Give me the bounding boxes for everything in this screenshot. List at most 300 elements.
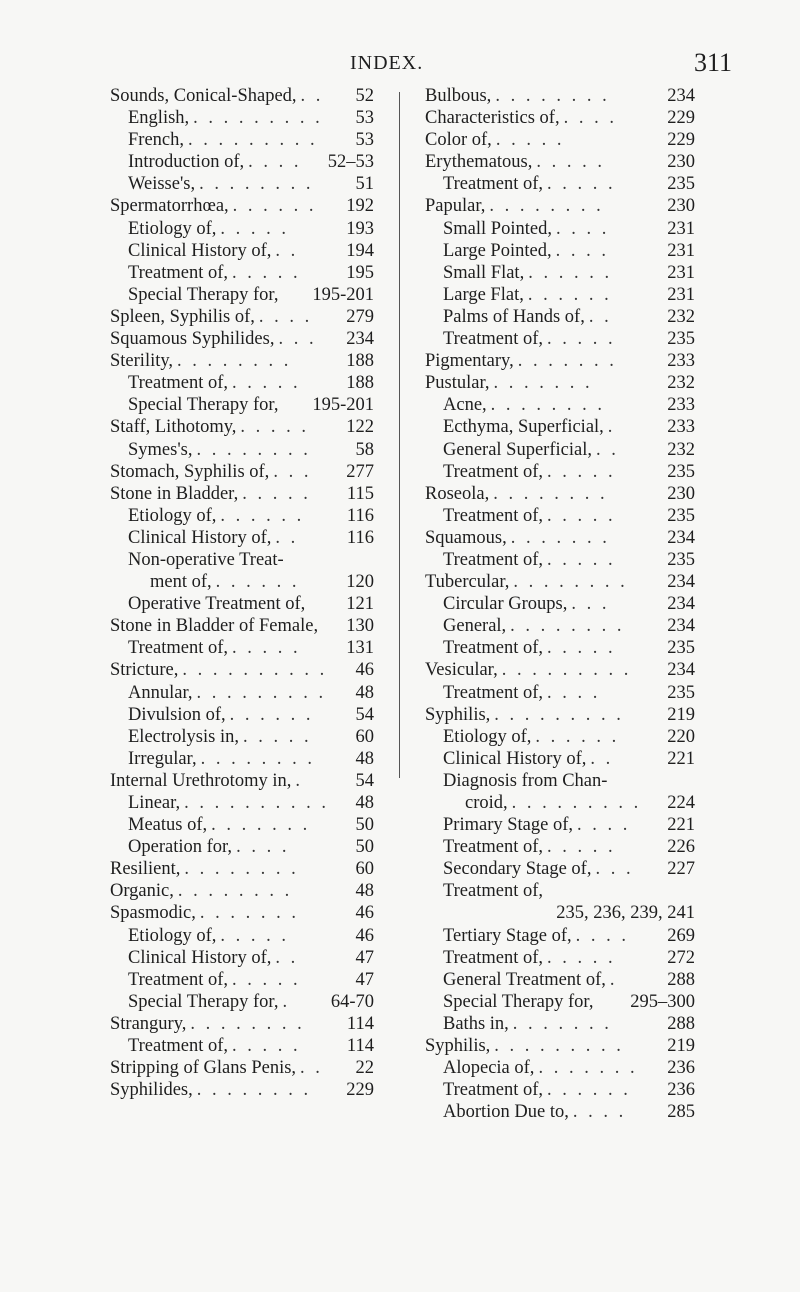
index-entry [110,991,374,1013]
dot-leader: . . . . [572,1102,627,1123]
index-term: Characteristics of, [425,108,560,129]
index-page-ref: 53 [355,108,374,129]
index-term: Ecthyma, Superficial, [443,417,604,438]
index-page-ref: 235, 236, 239, 241 [556,903,695,924]
index-page-ref: 120 [346,572,374,593]
index-term: Strangury, [110,1013,187,1034]
index-entry [110,615,374,637]
index-term: Non-operative Treat- [128,549,284,570]
index-term: Divulsion of, [128,704,226,725]
index-page-ref: 234 [346,329,374,350]
index-page-ref: 53 [355,130,374,151]
dot-leader: . . . . . [232,969,301,990]
dot-leader: . . . . . . . [510,527,610,548]
dot-leader: . . . . [575,925,630,946]
index-term: Pustular, [425,373,490,394]
dot-leader: . . . . . . . [199,903,299,924]
index-entry [110,240,374,262]
index-entry [425,969,695,991]
dot-leader: . [609,969,618,990]
index-entry [425,593,695,615]
index-page-ref: 234 [667,527,695,548]
dot-leader: . . . . . . . . . [501,660,632,681]
index-page-ref: 234 [667,660,695,681]
index-entry [110,262,374,284]
index-term: Staff, Lithotomy, [110,417,237,438]
dot-leader: . . . . . . . . [190,1013,305,1034]
index-entry [110,549,374,571]
dot-leader: . . . . . . . . [493,483,608,504]
index-term: Color of, [425,130,492,151]
index-entry [110,195,374,217]
index-entry [425,218,695,240]
index-term: General, [443,616,507,637]
index-entry [425,439,695,461]
index-page-ref: 131 [346,638,374,659]
index-page-ref: 50 [355,837,374,858]
index-term: Stricture, [110,660,179,681]
index-page-ref: 60 [355,859,374,880]
index-entry [425,1057,695,1079]
index-page-ref: 52–53 [327,152,374,173]
dot-leader: . . . . . [232,1036,301,1057]
index-entry [425,372,695,394]
index-entry [425,527,695,549]
dot-leader: . . . . . . . . [490,395,606,416]
index-term: Weisse's, [128,174,196,195]
index-page-ref: 60 [355,726,374,747]
index-entry [110,328,374,350]
index-term: Papular, [425,196,486,217]
index-page-ref: 64-70 [330,991,374,1012]
index-term: Special Therapy for, [128,284,279,305]
dot-leader: . . . . . . . . . . [184,793,330,813]
index-term: Clinical History of, [128,240,272,261]
index-entry [110,947,374,969]
dot-leader: . . . . . [547,947,616,968]
index-term: Stomach, Syphilis of, [110,461,270,482]
index-page-ref: 22 [355,1058,374,1079]
index-page-ref: 54 [355,704,374,725]
dot-leader: . . . . . [220,925,290,946]
dot-leader: . . . . . [547,837,616,858]
index-entry [425,571,695,593]
index-entry [425,505,695,527]
dot-leader: . . . . [555,218,610,239]
index-page-ref: 235 [667,505,695,526]
index-page-ref: 235 [667,329,695,350]
dot-leader: . . . . . . . . . . [182,660,328,681]
index-entry [110,682,374,704]
index-term: Syphilis, [425,704,491,725]
index-term: Clinical History of, [443,748,587,769]
index-term: Squamous, [425,527,507,548]
index-term: Erythematous, [425,152,533,173]
index-page-ref: 227 [667,859,695,880]
index-term: Palms of Hands of, [443,306,585,327]
index-page-ref: 47 [355,969,374,990]
index-entry [425,814,695,836]
index-entry [110,748,374,770]
dot-leader: . . . . [236,837,290,858]
index-page-ref: 130 [346,616,374,637]
index-page-ref: 48 [355,881,374,902]
dot-leader: . . . . . [547,505,616,526]
index-entry [425,991,695,1013]
dot-leader: . . . . . . . . [495,86,610,106]
index-page-ref: 219 [667,704,695,725]
index-page-ref: 230 [667,196,695,217]
index-page-ref: 195-201 [312,284,374,305]
index-term: Primary Stage of, [443,815,573,836]
index-entry [110,284,374,306]
index-entry [110,505,374,527]
dot-leader: . . . [278,329,317,350]
index-term: Introduction of, [128,152,245,173]
index-term: Treatment of, [128,969,229,990]
index-page-ref: 230 [667,483,695,504]
index-entry [110,814,374,836]
index-term: Clinical History of, [128,527,272,548]
index-page-ref: 46 [355,925,374,946]
index-page-ref: 122 [346,417,374,438]
index-page-ref: 231 [667,284,695,305]
dot-leader: . . . [273,461,312,482]
index-entry [425,549,695,571]
index-entry [110,902,374,924]
index-term: Etiology of, [128,505,217,526]
index-entry [425,1079,695,1101]
index-entry [425,659,695,681]
index-term: Syphilides, [110,1080,193,1101]
dot-leader: . . . . . . . [538,1058,638,1079]
index-term: Acne, [443,395,487,416]
dot-leader: . . [300,1058,323,1079]
index-page-ref: 51 [355,174,374,195]
dot-leader: . . . [571,594,610,615]
index-page-ref: 235 [667,461,695,482]
index-entry [425,461,695,483]
dot-leader: . . [300,86,324,106]
index-term: Internal Urethrotomy in, [110,770,292,791]
index-entry [110,151,374,173]
index-term: Treatment of, [128,1036,229,1057]
index-term: Syphilis, [425,1036,491,1057]
index-term: Stone in Bladder of Female, [110,616,319,637]
index-term: Etiology of, [443,726,532,747]
index-entry [425,151,695,173]
index-page-ref: 234 [667,572,695,593]
index-page-ref: 269 [667,925,695,946]
index-page-ref: 232 [667,306,695,327]
dot-leader: . . . . . [242,483,311,504]
index-entry [425,770,695,792]
index-entry [110,792,374,814]
index-entry [110,416,374,438]
index-term: Secondary Stage of, [443,859,592,880]
dot-leader: . . . . [577,815,631,836]
index-page-ref: 188 [346,373,374,394]
index-page-ref: 232 [667,439,695,460]
index-term: Treatment of, [128,638,229,659]
index-entry [425,880,695,902]
index-entry [425,262,695,284]
index-term: Special Therapy for, [128,395,279,416]
index-term: Roseola, [425,483,490,504]
dot-leader: . . . . [248,152,302,173]
dot-leader: . . . . . . . . [489,196,604,217]
dot-leader: . . . . . . . . [196,439,311,460]
index-entry [110,527,374,549]
index-entry [425,328,695,350]
index-term: Electrolysis in, [128,726,239,747]
index-entry [425,947,695,969]
index-page-ref: 221 [667,815,695,836]
index-page-ref: 233 [667,395,695,416]
index-page-ref: 229 [667,108,695,129]
dot-leader: . . [275,527,299,548]
index-term: Stripping of Glans Penis, [110,1058,297,1079]
index-page-ref: 288 [667,1013,695,1034]
index-term: Resilient, [110,859,181,880]
index-page-ref: 47 [355,947,374,968]
index-page-ref: 192 [346,196,374,217]
dot-leader: . . . . [555,240,609,261]
dot-leader: . . . . . [240,417,310,438]
dot-leader: . . . . . . [232,196,317,217]
index-page-ref: 229 [667,130,695,151]
index-page-ref: 231 [667,240,695,261]
index-page-ref: 235 [667,682,695,703]
index-page-ref: 272 [667,947,695,968]
index-page-ref: 234 [667,594,695,615]
index-entry [425,85,695,107]
dot-leader: . . . . . . . [493,373,593,394]
index-entry [110,483,374,505]
index-page-ref: 219 [667,1036,695,1057]
index-entry [110,129,374,151]
index-term: Small Pointed, [443,218,552,239]
dot-leader: . . . . . . . [517,351,617,372]
dot-leader: . . . . . . . . . [193,108,323,129]
index-entry [425,637,695,659]
index-entry [110,1057,374,1079]
dot-leader: . . . . . . . . . [494,1036,624,1057]
index-entry [110,439,374,461]
index-term: Treatment of, [443,505,544,526]
index-page-ref: 116 [346,505,374,526]
index-page-ref: 224 [667,793,695,813]
index-page-ref: 235 [667,638,695,659]
dot-leader: . . . . [547,682,601,703]
index-entry [110,969,374,991]
index-entry [425,1035,695,1057]
index-page-ref: 236 [667,1058,695,1079]
index-page-ref: 277 [346,461,374,482]
dot-leader: . . . . . . . . [513,572,628,593]
index-entry [425,195,695,217]
index-term: Treatment of, [443,837,544,858]
index-page-ref: 221 [667,748,695,769]
dot-leader: . . . . . [232,638,301,659]
index-page-ref: 235 [667,174,695,195]
index-entry [110,85,374,107]
index-term: Bulbous, [425,86,492,106]
page-number: 311 [694,48,733,77]
dot-leader: . . . . . [536,152,606,173]
index-entry [110,306,374,328]
index-term: Treatment of, [443,329,544,350]
dot-leader: . . . . [563,108,617,129]
index-term: Organic, [110,881,174,902]
index-page-ref: 116 [346,527,374,548]
dot-leader: . . . . . . . . [510,616,625,637]
index-term: Treatment of, [443,549,544,570]
index-term: Etiology of, [128,925,217,946]
index-term: Treatment of, [128,373,229,394]
index-column-right [425,85,695,1123]
index-entry [425,350,695,372]
index-entry [425,416,695,438]
index-term: Vesicular, [425,660,498,681]
index-page-ref: 229 [346,1080,374,1101]
index-page-ref: 288 [667,969,695,990]
dot-leader: . . . . . . . . . [511,793,642,813]
index-entry [110,461,374,483]
dot-leader: . . . . . [495,130,565,151]
index-term: Annular, [128,682,193,703]
dot-leader: . . . . . [547,549,616,570]
dot-leader: . . . . . [547,174,616,195]
index-term: Spermatorrhœa, [110,196,229,217]
index-term: English, [128,108,190,129]
index-term: Irregular, [128,748,197,769]
dot-leader: . . . . . . . . [177,881,293,902]
index-entry [110,372,374,394]
index-page-ref: 115 [346,483,374,504]
index-entry [425,173,695,195]
index-entry [425,1101,695,1123]
index-term: Treatment of, [128,262,229,283]
dot-leader: . . [590,748,614,769]
dot-leader: . . . . . . . . . [188,130,318,151]
dot-leader: . . . . . . [220,505,305,526]
index-entry [110,925,374,947]
index-term: Diagnosis from Chan- [443,770,608,791]
index-entry [110,107,374,129]
index-column-left [110,85,374,1101]
dot-leader: . . . . . . . . [177,351,292,372]
index-term: Treatment of, [443,638,544,659]
index-page-ref: 193 [346,218,374,239]
index-page-ref: 188 [346,351,374,372]
dot-leader: . . . . . . . . [184,859,299,880]
dot-leader: . . . . . . . . [196,1080,312,1101]
dot-leader: . . . . [258,306,313,327]
index-entry [425,836,695,858]
dot-leader: . . [275,947,299,968]
index-entry [110,770,374,792]
index-page-ref: 226 [667,837,695,858]
index-entry [425,792,695,814]
index-term: Stone in Bladder, [110,483,239,504]
index-page-ref: 232 [667,373,695,394]
index-entry [425,129,695,151]
dot-leader: . . . . . . [528,262,613,283]
dot-leader: . . . . . . [215,572,300,593]
index-entry [110,880,374,902]
index-page-ref: 48 [355,748,374,769]
index-page-ref: 52 [355,86,374,106]
index-term: Tertiary Stage of, [443,925,572,946]
index-entry [425,615,695,637]
index-term: Sounds, Conical-Shaped, [110,86,297,106]
dot-leader: . . [275,240,299,261]
index-term: croid, [465,793,508,813]
index-page-ref: 46 [355,903,374,924]
index-page-ref: 195 [346,262,374,283]
index-term: Special Therapy for, [443,991,594,1012]
index-entry [110,726,374,748]
index-entry [110,218,374,240]
index-page-ref: 285 [667,1102,695,1123]
index-term: Operative Treatment of, [128,594,306,615]
index-entry [425,394,695,416]
index-term: Operation for, [128,837,233,858]
index-page-ref: 114 [346,1036,374,1057]
index-term: Meatus of, [128,815,208,836]
index-term: Treatment of, [443,461,544,482]
index-term: Small Flat, [443,262,525,283]
index-page-ref: 231 [667,218,695,239]
dot-leader: . . . . . . [527,284,612,305]
index-entry [425,284,695,306]
dot-leader: . . . . . . . . . [196,682,327,703]
index-page-ref: 50 [355,815,374,836]
index-page-ref: 295–300 [630,991,695,1012]
dot-leader: . [282,991,291,1012]
dot-leader: . . . . . . . [211,815,311,836]
dot-leader: . . . . . [547,329,616,350]
index-entry [110,350,374,372]
dot-leader: . . . . . [547,461,616,482]
index-term: Etiology of, [128,218,217,239]
index-page-ref: 46 [355,660,374,681]
index-entry [110,704,374,726]
index-entry [110,637,374,659]
index-term: Circular Groups, [443,594,568,615]
index-term: Treatment of, [443,682,544,703]
index-entry [110,571,374,593]
index-page-ref: 233 [667,417,695,438]
index-page-ref: 234 [667,86,695,106]
dot-leader: . . . . . [220,218,290,239]
dot-leader: . . . . . . . [512,1013,612,1034]
dot-leader: . . . . . . . . [200,748,315,769]
index-term: Large Flat, [443,284,524,305]
index-entry [425,240,695,262]
index-entry [425,858,695,880]
index-entry [110,1035,374,1057]
index-entry [110,659,374,681]
dot-leader: . . . . . . . . . [494,704,624,725]
index-term: Linear, [128,793,181,813]
dot-leader: . . . . . [242,726,312,747]
index-page-ref: 194 [346,240,374,261]
index-page-ref: 236 [667,1080,695,1101]
index-entry [425,902,695,924]
index-entry [425,306,695,328]
